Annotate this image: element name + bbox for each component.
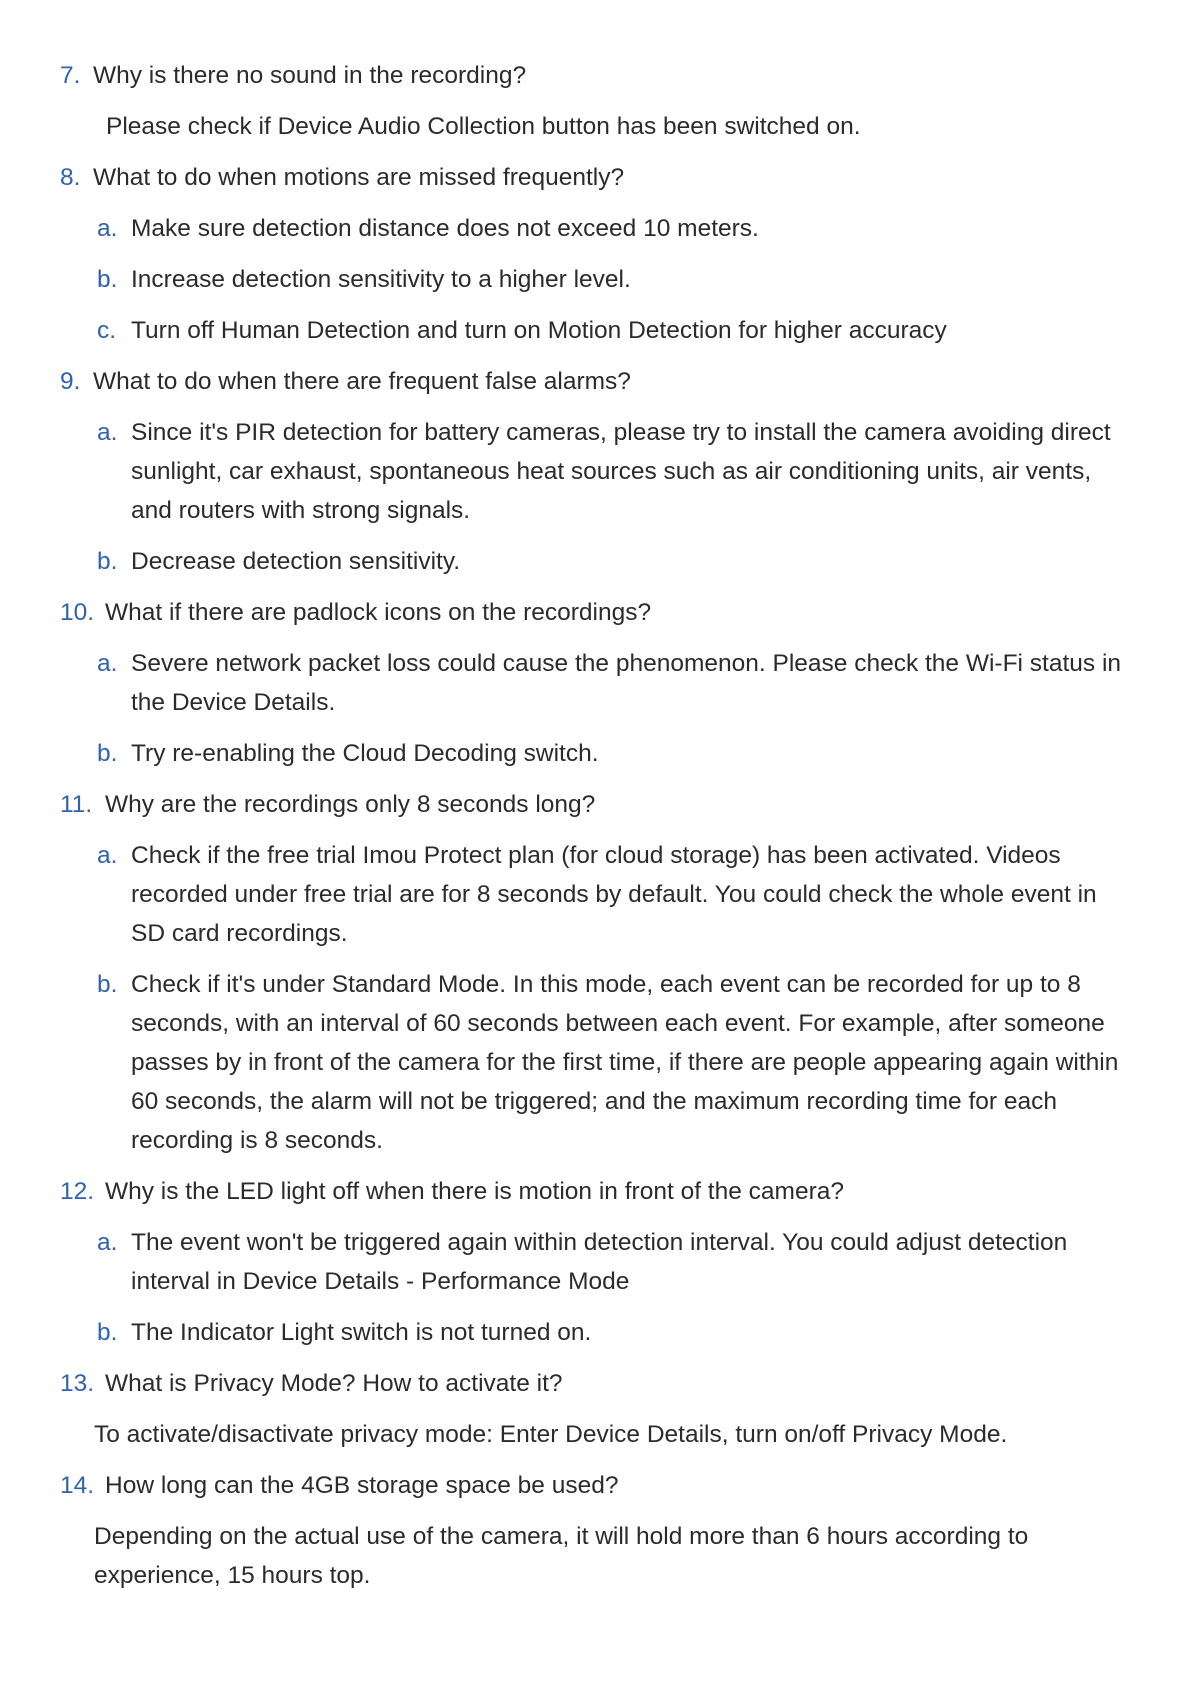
faq-answer-13: To activate/disactivate privacy mode: Enter Device Details, turn on/off Privacy Mode.	[94, 1421, 1008, 1448]
faq-11-item-a	[97, 836, 1134, 953]
faq-question-8	[60, 158, 1120, 197]
item-text: Check if the free trial Imou Protect plan (for cloud storage) has been activated. Videos recorded under free trial are for 8 seconds by default. You could check the whole event in SD card recordings.	[131, 842, 1097, 947]
question-number: 14.	[60, 1472, 95, 1499]
faq-12-item-a	[97, 1223, 1134, 1301]
item-letter: b.	[97, 1319, 118, 1346]
faq-question-7	[60, 56, 1120, 95]
item-letter: b.	[97, 740, 118, 767]
faq-question-14	[60, 1466, 1120, 1505]
question-text: How long can the 4GB storage space be used?	[105, 1472, 619, 1499]
item-text: Severe network packet loss could cause the phenomenon. Please check the Wi-Fi status in the Device Details.	[131, 650, 1122, 716]
faq-12-item-b	[97, 1313, 1134, 1352]
faq-11-item-b	[97, 965, 1134, 1160]
question-number: 9.	[60, 368, 81, 395]
faq-8-item-c	[97, 311, 1134, 350]
faq-answer-7: Please check if Device Audio Collection button has been switched on.	[106, 113, 861, 140]
faq-question-12	[60, 1172, 1120, 1211]
item-text: The event won't be triggered again within detection interval. You could adjust detection interval in Device Details - Performance Mode	[131, 1229, 1068, 1295]
item-letter: a.	[97, 842, 118, 869]
question-text: What to do when motions are missed frequently?	[93, 164, 625, 191]
faq-9-item-a	[97, 413, 1134, 530]
item-letter: a.	[97, 419, 118, 446]
item-letter: a.	[97, 650, 118, 677]
question-number: 10.	[60, 599, 95, 626]
faq-answer-14: Depending on the actual use of the camera, it will hold more than 6 hours according to experience, 15 hours top.	[94, 1523, 1029, 1589]
item-text: Since it's PIR detection for battery cameras, please try to install the camera avoiding direct sunlight, car exhaust, spontaneous heat sources such as air conditioning units, air vents, and routers with strong signals.	[131, 419, 1111, 524]
question-text: Why is there no sound in the recording?	[93, 62, 527, 89]
item-text: Check if it's under Standard Mode. In this mode, each event can be recorded for up to 8 seconds, with an interval of 60 seconds between each event. For example, after someone passes by in front of the camera for the first time, if there are people appearing again within 60 seconds, the alarm will not be triggered; and the maximum recording time for each recording is 8 seconds.	[131, 971, 1119, 1154]
item-text: Increase detection sensitivity to a higher level.	[131, 266, 631, 293]
question-number: 11.	[60, 791, 93, 818]
item-text: Try re-enabling the Cloud Decoding switch.	[131, 740, 599, 767]
faq-question-9	[60, 362, 1120, 401]
item-text: Make sure detection distance does not exceed 10 meters.	[131, 215, 759, 242]
item-text: The Indicator Light switch is not turned on.	[131, 1319, 592, 1346]
item-letter: c.	[97, 317, 117, 344]
faq-8-item-b	[97, 260, 1134, 299]
item-letter: b.	[97, 971, 118, 998]
faq-question-13	[60, 1364, 1120, 1403]
question-text: What if there are padlock icons on the recordings?	[105, 599, 652, 626]
faq-9-item-b	[97, 542, 1134, 581]
faq-8-item-a	[97, 209, 1134, 248]
item-text: Decrease detection sensitivity.	[131, 548, 461, 575]
item-letter: a.	[97, 215, 118, 242]
faq-10-item-b	[97, 734, 1134, 773]
faq-10-item-a	[97, 644, 1134, 722]
faq-question-10	[60, 593, 1120, 632]
item-letter: b.	[97, 266, 118, 293]
question-text: Why are the recordings only 8 seconds long?	[105, 791, 596, 818]
question-text: What is Privacy Mode? How to activate it?	[105, 1370, 563, 1397]
item-text: Turn off Human Detection and turn on Motion Detection for higher accuracy	[131, 317, 947, 344]
item-letter: a.	[97, 1229, 118, 1256]
item-letter: b.	[97, 548, 118, 575]
question-text: What to do when there are frequent false alarms?	[93, 368, 631, 395]
question-number: 8.	[60, 164, 81, 191]
question-number: 12.	[60, 1178, 95, 1205]
question-text: Why is the LED light off when there is motion in front of the camera?	[105, 1178, 844, 1205]
question-number: 13.	[60, 1370, 95, 1397]
question-number: 7.	[60, 62, 81, 89]
faq-question-11	[60, 785, 1120, 824]
